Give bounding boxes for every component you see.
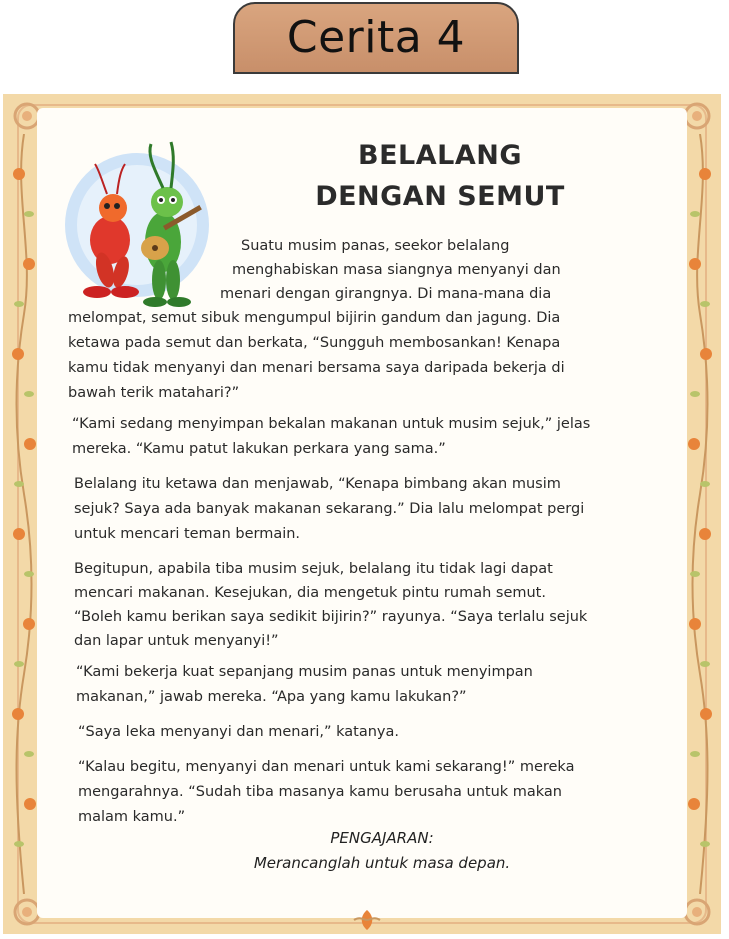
story-line: “Saya leka menyanyi dan menari,” katanya. <box>78 724 399 740</box>
story-line: ketawa pada semut dan berkata, “Sungguh membosankan! Kenapa <box>68 335 561 351</box>
story-title-line-1: BELALANG <box>358 140 522 171</box>
story-line: Begitupun, apabila tiba musim sejuk, belalang itu tidak lagi dapat <box>74 561 553 577</box>
right-floral-vine-icon <box>685 134 715 894</box>
story-line: menari dengan girangnya. Di mana-mana dia <box>220 286 552 302</box>
story-line: melompat, semut sibuk mengumpul bijirin gandum dan jagung. Dia <box>68 310 561 326</box>
story-line: Belalang itu ketawa dan menjawab, “Kenapa bimbang akan musim <box>74 476 561 492</box>
story-line: mencari makanan. Kesejukan, dia mengetuk pintu rumah semut. <box>74 585 546 601</box>
story-line: kamu tidak menyanyi dan menari bersama saya daripada bekerja di <box>68 360 565 376</box>
story-line: malam kamu.” <box>78 809 186 825</box>
story-number-tab <box>233 2 519 74</box>
story-line: sejuk? Saya ada banyak makanan sekarang.” Dia lalu melompat pergi <box>74 501 585 517</box>
left-floral-vine-icon <box>9 134 39 894</box>
moral-text: Merancanglah untuk masa depan. <box>253 854 511 872</box>
story-line: “Kami sedang menyimpan bekalan makanan untuk musim sejuk,” jelas <box>72 416 591 432</box>
bottom-ornament-icon <box>352 908 382 932</box>
story-line: mereka. “Kamu patut lakukan perkara yang sama.” <box>72 441 446 457</box>
moral-heading: PENGAJARAN: <box>330 829 434 847</box>
story-line: dan lapar untuk menyanyi!” <box>74 633 279 649</box>
story-line: Suatu musim panas, seekor belalang <box>241 238 510 254</box>
story-line: bawah terik matahari?” <box>68 385 240 401</box>
story-number-label: Cerita 4 <box>286 12 466 63</box>
story-title-line-2: DENGAN SEMUT <box>315 181 565 212</box>
story-line: makanan,” jawab mereka. “Apa yang kamu lakukan?” <box>76 689 467 705</box>
story-line: mengarahnya. “Sudah tiba masanya kamu berusaha untuk makan <box>78 784 563 800</box>
story-line: untuk mencari teman bermain. <box>74 526 301 542</box>
story-line: “Kami bekerja kuat sepanjang musim panas untuk menyimpan <box>76 664 533 680</box>
story-line: “Boleh kamu berikan saya sedikit bijirin?” rayunya. “Saya terlalu sejuk <box>74 609 588 625</box>
story-line: “Kalau begitu, menyanyi dan menari untuk kami sekarang!” mereka <box>78 759 575 775</box>
story-line: menghabiskan masa siangnya menyanyi dan <box>232 262 561 278</box>
grasshopper-and-ant-illustration-icon <box>55 130 225 310</box>
